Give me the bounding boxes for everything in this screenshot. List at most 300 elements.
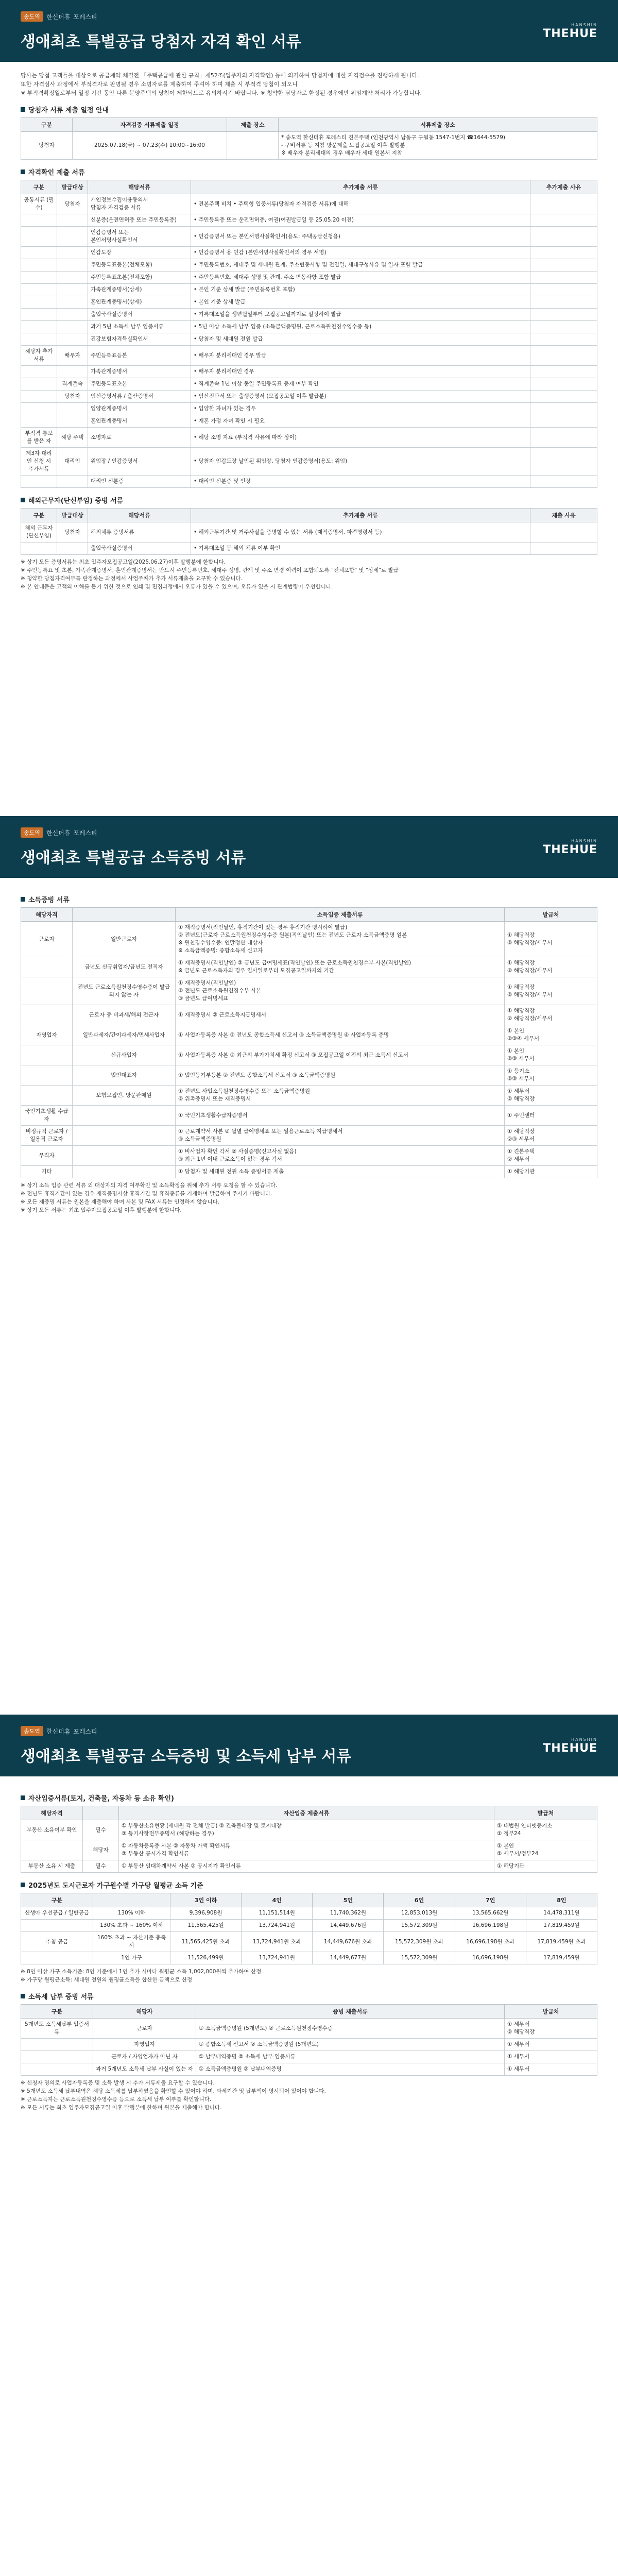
table-cell: ① 전년도 사업소득원천징수영수증 또는 소득금액증명원 ② 위촉증명서 또는 재직증명서 xyxy=(176,1086,505,1106)
table-cell xyxy=(21,1045,73,1065)
table-cell: 기타 xyxy=(21,1166,73,1178)
table-cell xyxy=(57,543,88,555)
table-cell xyxy=(73,1146,176,1166)
table-row xyxy=(21,2039,597,2051)
table-cell: 추첨 공급 xyxy=(21,1932,93,1952)
column-header: 해당자 xyxy=(93,2005,196,2019)
table-cell: • 임신진단서 또는 출생증명서 (모집공고일 이후 발급분) xyxy=(191,391,530,403)
table-row xyxy=(21,1106,597,1126)
table-cell: ① 법인등기부등본 ② 전년도 종합소득세 신고서 ③ 소득금액증명원 xyxy=(176,1065,505,1086)
table-cell xyxy=(21,1005,73,1025)
table-cell: 130% 이하 xyxy=(93,1907,170,1920)
table-cell: 13,724,941원 xyxy=(242,1952,313,1964)
table-cell xyxy=(530,448,597,476)
notes: ※ 상기 소득 입증 관련 서류 외 대상자의 자격 여부확인 및 소득확정을 위해 추가 서류 요청을 할 수 있습니다. ※ 전년도 휴직기간이 있는 경우 재직증명서상 휴직기간 및 휴직종류를 기재하여 발급하여 주시기 바랍니다. ※ 모든 제증명 서류는 원본을 제출해야 하며 사본 및 FAX 서류는 인정하지 않습니다. ※ 상기 모든 서류는 최초 입주자모집공고일 이후 발행분에 한합니다. xyxy=(21,1182,278,1213)
table-cell xyxy=(73,1126,176,1146)
table-cell xyxy=(57,214,88,227)
table-cell: • 인감증명서 또는 본인서명사실확인서(용도: 주택공급신청용) xyxy=(191,227,530,247)
table-cell xyxy=(530,284,597,296)
table-cell: ① 재직증명서(직인날인) ② 금년도 급여명세표(직인날인) 또는 근로소득원천징수부 사본(직인날인) ※ 금년도 근로소득자의 경우 입사일로부터 모집공고일까지의 기간 xyxy=(176,957,505,977)
table-cell: 주민등록표초본 xyxy=(88,378,191,391)
table-cell: ① 본인 ②③ 세무서 xyxy=(505,1045,597,1065)
table-cell: 혼인관계증명서 xyxy=(88,415,191,428)
table-cell: 입양관계증명서 xyxy=(88,403,191,415)
table-row xyxy=(21,1086,597,1106)
table-cell: 16,696,198원 xyxy=(455,1952,526,1964)
table-cell xyxy=(57,227,88,247)
table-cell: 11,565,425원 초과 xyxy=(170,1932,242,1952)
table-row xyxy=(21,1065,597,1086)
table-cell xyxy=(530,309,597,321)
table-cell: 신분증(운전면허증 또는 주민등록증) xyxy=(88,214,191,227)
table-cell xyxy=(57,476,88,488)
column-header: 증빙 제출서류 xyxy=(196,2005,505,2019)
complex-name: 한신더휴 xyxy=(46,1727,71,1735)
table-row xyxy=(21,2051,597,2063)
column-header xyxy=(83,1806,119,1820)
table-cell xyxy=(21,2051,93,2063)
table-row xyxy=(21,309,597,321)
table-cell xyxy=(21,403,57,415)
table-cell xyxy=(57,272,88,284)
table-cell: ① 세무서 ② 해당직장 xyxy=(505,2019,597,2039)
table-cell: 대리인 xyxy=(57,448,88,476)
column-header: 제출 사유 xyxy=(530,509,597,522)
table-row xyxy=(21,2063,597,2076)
column-header: 추가제출 사유 xyxy=(530,180,597,194)
table-cell: ① 견본주택 ② 세무서 xyxy=(505,1146,597,1166)
table-cell xyxy=(21,415,57,428)
column-header: 발급처 xyxy=(505,908,597,922)
table-cell: ① 해당직장 ② 해당직장/세무서 xyxy=(505,922,597,957)
column-header: 추가제출 서류 xyxy=(191,180,530,194)
table-row xyxy=(21,321,597,333)
table-cell: 주민등록표초본(전체포함) xyxy=(88,272,191,284)
table-row xyxy=(21,415,597,428)
table-cell: 11,526,499원 xyxy=(170,1952,242,1964)
table-cell xyxy=(21,957,73,977)
table-cell: 근로자 중 비과세/해외 전근자 xyxy=(73,1005,176,1025)
table-cell: ① 세무서 ② 해당직장 xyxy=(505,1086,597,1106)
bullet-square-icon xyxy=(21,1795,25,1800)
column-header: 8인 xyxy=(526,1893,597,1907)
table-cell xyxy=(530,321,597,333)
table-cell: 근로자 xyxy=(21,922,73,957)
asset-table xyxy=(21,1806,597,1873)
column-header: 3인 이하 xyxy=(170,1893,242,1907)
table-cell: 무직자 xyxy=(21,1146,73,1166)
table-row xyxy=(21,1920,597,1932)
table-cell: 일반과세자/간이과세자/면세사업자 xyxy=(73,1025,176,1045)
table-cell xyxy=(21,259,57,272)
table-row xyxy=(21,272,597,284)
table-cell xyxy=(73,1106,176,1126)
table-cell: • 해당 소명 자료 (부적격 사유에 따라 상이) xyxy=(191,428,530,448)
column-header: 추가제출 서류 xyxy=(191,509,530,522)
table-cell: 주민등록표등본 xyxy=(88,346,191,366)
page-title: 생애최초 특별공급 소득증빙 및 소득세 납부 서류 xyxy=(21,1748,352,1766)
table-row xyxy=(21,194,597,214)
table-cell: ① 사업자등록증 사본 ② 최근의 부가가치세 확정 신고서 ③ 모집공고일 이전의 최근 소득세 신고서 xyxy=(176,1045,505,1065)
intro-text: 당사는 당첨 고객들을 대상으로 공급계약 체결전 「주택공급에 관한 규칙」제52조(입주자의 자격확인) 등에 의거하여 당첨자에 대한 자격검수를 진행하게 됩니다. 또한 자격심사 과정에서 부적격자로 판명될 경우 소명자료를 제출하여 주셔야 하며 제출 시 부적격 당첨이 되오니 ※ 부적격확정일로부터 일정 기간 동안 다른 분양주택의 당첨이 제한되므로 유의하시기 바랍니다. ※ 청약한 담당자로 한정된 경우에만 위임계약 처리가 가능합니다. xyxy=(21,72,422,96)
table-cell: ① 대법원 인터넷등기소 ② 정부24 xyxy=(494,1820,597,1840)
table-cell: ① 재직증명서(직인날인, 휴직기간이 있는 경우 휴직기간 명시하여 발급) ② 전년도(근로자 근로소득원천징수영수증 원본(직인날인) 또는 전년도 근로자 소득금액증명 원본 ※ 원천징수영수증: 연말정산 대상자 ※ 소득금액증명: 종합소득세 신고자 xyxy=(176,922,505,957)
table-cell: 11,740,362원 xyxy=(313,1907,384,1920)
table-row xyxy=(21,1907,597,1920)
table-cell: • 재혼 가정 자녀 확인 시 필요 xyxy=(191,415,530,428)
table-cell xyxy=(21,284,57,296)
table-cell: 당첨자 xyxy=(57,522,88,543)
table-cell xyxy=(530,194,597,214)
table-row xyxy=(21,378,597,391)
table-cell xyxy=(530,247,597,259)
table-cell xyxy=(21,1952,93,1964)
table-cell: • 견본주택 비치 • 주택형 입중서류(당첨자 자격검증 서류)에 대해 xyxy=(191,194,530,214)
table-cell: 소명자료 xyxy=(88,428,191,448)
column-header: 6인 xyxy=(384,1893,455,1907)
table-cell: 해당 주택 xyxy=(57,428,88,448)
page-title: 생애최초 특별공급 당첨자 자격 확인 서류 xyxy=(21,33,301,51)
table-cell: 국민기초생활 수급자 xyxy=(21,1106,73,1126)
table-row xyxy=(21,214,597,227)
table-cell xyxy=(530,476,597,488)
table-row xyxy=(21,957,597,977)
table-cell: 해외체류 증빙서류 xyxy=(88,522,191,543)
location-badge: 송도역 xyxy=(21,827,43,838)
column-header: 4인 xyxy=(242,1893,313,1907)
table-cell: 5개년도 소득세납부 입증서류 xyxy=(21,2019,93,2039)
table-cell: ① 사업자등록증 사본 ② 전년도 종합소득세 신고서 ③ 소득금액증명원 ④ 사업자등록 증명 xyxy=(176,1025,505,1045)
table-cell xyxy=(21,977,73,1005)
table-cell: • 주민등록증 또는 운전면허증, 여권(여권발급일 등 25.05.20 이전) xyxy=(191,214,530,227)
table-cell: 12,853,013원 xyxy=(384,1907,455,1920)
table-cell xyxy=(21,543,57,555)
table-cell: 14,449,676원 초과 xyxy=(313,1932,384,1952)
column-header: 해당서류 xyxy=(88,509,191,522)
table-cell: 주민등록표등본(전체포함) xyxy=(88,259,191,272)
table-cell: 11,565,425원 xyxy=(170,1920,242,1932)
table-cell: 당첨자 xyxy=(57,391,88,403)
table-cell xyxy=(21,227,57,247)
table-cell xyxy=(530,272,597,284)
table-cell: 과거 5개년도 소득세 납부 사실이 있는 자 xyxy=(93,2063,196,2076)
table-cell: ① 세무서 xyxy=(505,2063,597,2076)
table-cell xyxy=(57,259,88,272)
table-cell xyxy=(57,284,88,296)
table-cell xyxy=(57,403,88,415)
table-cell: ① 세무서 xyxy=(505,2051,597,2063)
table-cell: 해당자 추가서류 xyxy=(21,346,57,366)
table-cell xyxy=(57,321,88,333)
sheet-eligibility xyxy=(0,0,618,804)
table-cell xyxy=(530,214,597,227)
table-cell xyxy=(57,366,88,378)
table-cell: 17,819,459원 초과 xyxy=(526,1932,597,1952)
table-cell: • 기록대조일 등 해외 체류 여부 확인 xyxy=(191,543,530,555)
table-cell: 필수 xyxy=(83,1820,119,1840)
overseas-table xyxy=(21,508,597,555)
table-cell xyxy=(57,333,88,346)
table-cell xyxy=(530,346,597,366)
table-cell xyxy=(21,1840,83,1860)
table-cell: ① 비사업자 확인 각서 ② 사실증명(신고사실 없음) ③ 최근 1년 이내 근로소득이 없는 경우 각서 xyxy=(176,1146,505,1166)
income-table xyxy=(21,907,597,1178)
table-cell: • 인감증명서 용 인감 (본인서명사실확인서의 경우 서명) xyxy=(191,247,530,259)
table-cell: 법인대표자 xyxy=(73,1065,176,1086)
column-header: 구분 xyxy=(21,509,57,522)
table-cell: 15,572,309원 xyxy=(384,1952,455,1964)
brand-logo: HANSHIN THEHUE xyxy=(543,839,597,856)
table-row xyxy=(21,284,597,296)
bullet-square-icon xyxy=(21,1883,25,1887)
table-cell xyxy=(530,366,597,378)
table-cell: 보험모집인, 방문판매원 xyxy=(73,1086,176,1106)
table-row xyxy=(21,403,597,415)
table-cell xyxy=(21,1086,73,1106)
page-title: 생애최초 특별공급 소득증빙 서류 xyxy=(21,849,246,867)
table-cell: 가족관계증명서(상세) xyxy=(88,284,191,296)
table-cell: 대리인 신분증 xyxy=(88,476,191,488)
table-cell: ① 해당기관 xyxy=(494,1860,597,1873)
table-cell: 13,565,662원 xyxy=(455,1907,526,1920)
section-title: 자격확인 제출 서류 xyxy=(21,167,597,177)
column-header: 해당자격 xyxy=(21,1806,83,1820)
brand-logo: HANSHIN THEHUE xyxy=(543,23,597,40)
table-cell: 출입국사실증명서 xyxy=(88,543,191,555)
table-cell xyxy=(57,247,88,259)
table-cell: 부적격 통보를 받은 자 xyxy=(21,428,57,448)
table-cell: ① 부동산소유현황 (세대원 각 전체 발급) ② 건축물대장 및 토지대장 ③ 등기사항전부증명서 (해당하는 경우) xyxy=(119,1820,494,1840)
table-row xyxy=(21,1025,597,1045)
table-cell: • 주민등록번호, 세대주 및 세대원 관계, 주소변동사항 및 전입일, 세대구성사유 및 일자 포함 발급 xyxy=(191,259,530,272)
table-cell xyxy=(21,321,57,333)
column-header: 구분 xyxy=(21,1893,93,1907)
table-cell: ① 등기소 ②③ 세무서 xyxy=(505,1065,597,1086)
table-cell: • 기록대조일을 생년월일부터 모집공고일까지로 설정하여 발급 xyxy=(191,309,530,321)
table-row xyxy=(21,227,597,247)
table-row xyxy=(21,259,597,272)
table-cell xyxy=(21,272,57,284)
table-cell: ① 소득금액증명원 ② 납부내역증명 xyxy=(196,2063,505,2076)
location-badge: 송도역 xyxy=(21,1726,43,1736)
column-header: 해당서류 xyxy=(88,180,191,194)
table-cell: 신생아 우선공급 / 일반공급 xyxy=(21,1907,93,1920)
table-cell: 14,478,311원 xyxy=(526,1907,597,1920)
table-row xyxy=(21,1952,597,1964)
bullet-square-icon xyxy=(21,498,25,502)
table-cell: • 주민등록번호, 세대주 성명 및 관계, 주소 변동사항 포함 발급 xyxy=(191,272,530,284)
table-cell: 1인 가구 xyxy=(93,1952,170,1964)
table-cell: 근로자 xyxy=(93,2019,196,2039)
table-cell: 17,819,459원 xyxy=(526,1920,597,1932)
complex-name: 한신더휴 xyxy=(46,829,71,837)
table-cell xyxy=(530,391,597,403)
table-cell: ① 주민센터 xyxy=(505,1106,597,1126)
table-cell: ① 납부내역증명 ② 소득세 납부 입증서류 xyxy=(196,2051,505,2063)
column-header xyxy=(93,1893,170,1907)
table-cell: 15,572,309원 xyxy=(384,1920,455,1932)
table-cell: 당첨자 xyxy=(57,194,88,214)
location-badge: 송도역 xyxy=(21,11,43,22)
table-cell: ① 해당직장 ② 해당직장/세무서 xyxy=(505,977,597,1005)
table-cell: 신규사업자 xyxy=(73,1045,176,1065)
table-cell: 근로자 / 자영업자가 아닌 자 xyxy=(93,2051,196,2063)
column-header: 5인 xyxy=(313,1893,384,1907)
sheet-tax xyxy=(0,1715,618,2576)
section-title: 당첨자 서류 제출 일정 안내 xyxy=(21,105,597,114)
table-cell xyxy=(21,366,57,378)
table-cell: 위임장 / 인감증명서 xyxy=(88,448,191,476)
table-cell: 14,449,676원 xyxy=(313,1920,384,1932)
table-cell: • 본인 기준 상세 발급 (주민등록번호 포함) xyxy=(191,284,530,296)
table-cell: ① 당첨자 및 세대원 전원 소득 증빙서류 제출 xyxy=(176,1166,505,1178)
hero-banner xyxy=(0,0,618,62)
table-row xyxy=(21,922,597,957)
bullet-square-icon xyxy=(21,170,25,174)
table-cell xyxy=(21,296,57,309)
table-row xyxy=(21,1932,597,1952)
table-cell: 17,819,459원 xyxy=(526,1952,597,1964)
table-cell: ① 해당기관 xyxy=(505,1166,597,1178)
table-row xyxy=(21,1860,597,1873)
column-header: 발급대상 xyxy=(57,180,88,194)
table-cell: 부동산 소유여부 확인 xyxy=(21,1820,83,1840)
table-cell: ① 근로계약서 사본 ② 월별 급여명세표 또는 일용근로소득 지급명세서 ③ 소득금액증명원 xyxy=(176,1126,505,1146)
table-cell: ① 소득금액증명원 (5개년도) ② 근로소득원천징수영수증 xyxy=(196,2019,505,2039)
table-row xyxy=(21,366,597,378)
table-cell: 130% 초과 ~ 160% 이하 xyxy=(93,1920,170,1932)
table-cell xyxy=(21,333,57,346)
column-header xyxy=(73,908,176,922)
complex-name: 한신더휴 xyxy=(46,13,71,21)
table-row xyxy=(21,333,597,346)
table-cell xyxy=(530,415,597,428)
bullet-square-icon xyxy=(21,897,25,902)
table-row xyxy=(21,476,597,488)
table-cell: 건강보험자격득실확인서 xyxy=(88,333,191,346)
table-cell xyxy=(530,403,597,415)
table-cell: • 직계존속 1년 이상 동일 주민등록표 등재 여부 확인 xyxy=(191,378,530,391)
table-cell xyxy=(21,247,57,259)
bullet-square-icon xyxy=(21,107,25,112)
table-cell xyxy=(21,391,57,403)
table-cell: ① 본인 ② 세무서/정부24 xyxy=(494,1840,597,1860)
table-cell: 출입국사실증명서 xyxy=(88,309,191,321)
table-cell: 16,696,198원 xyxy=(455,1920,526,1932)
table-cell: 인감증명서 또는 본인서명사실확인서 xyxy=(88,227,191,247)
column-header: 자산입증 제출서류 xyxy=(119,1806,494,1820)
table-cell: • 당첨자 및 세대원 전원 발급 xyxy=(191,333,530,346)
table-cell: 자영업자 xyxy=(93,2039,196,2051)
table-cell: 14,449,677원 xyxy=(313,1952,384,1964)
table-cell: ① 부동산 임대차계약서 사본 ② 공시지가 확인서류 xyxy=(119,1860,494,1873)
table-cell xyxy=(21,2039,93,2051)
table-row xyxy=(21,428,597,448)
table-row xyxy=(21,391,597,403)
table-row xyxy=(21,1005,597,1025)
table-row xyxy=(21,2019,597,2039)
complex-type: 포레스티 xyxy=(73,1727,97,1735)
table-cell: ① 종합소득세 신고서 ② 소득금액증명원 (5개년도) xyxy=(196,2039,505,2051)
table-cell: 16,696,198원 초과 xyxy=(455,1932,526,1952)
table-cell: ① 자동차등록증 사본 ② 자동차 가액 확인서류 ③ 부동산 공시가격 확인서류 xyxy=(119,1840,494,1860)
table-cell xyxy=(21,378,57,391)
table-row xyxy=(21,1126,597,1146)
table-cell xyxy=(530,522,597,543)
notes: ※ 신청자 명의로 사업자등록증 및 소득 발생 시 추가 서류제출 요구할 수 있습니다. ※ 5개년도 소득세 납부내역은 해당 소득세를 납부하였음을 확인할 수 있어야 하며, 과세기간 및 납부액이 명시되어 있어야 합니다. ※ 근로소득자는 근로소득원천징수영수증 등으로 소득세 납부 여부를 확인합니다. ※ 모든 서류는 최초 입주자모집공고일 이후 발행분에 한하며 원본을 제출해야 합니다. xyxy=(21,2080,326,2111)
table-row xyxy=(21,1840,597,1860)
table-cell xyxy=(530,428,597,448)
table-cell xyxy=(57,415,88,428)
column-header: 소득입증 제출서류 xyxy=(176,908,505,922)
table-cell: ① 재직증명서 ② 근로소득지급명세서 xyxy=(176,1005,505,1025)
table-cell xyxy=(530,259,597,272)
notes: ※ 상기 모든 증명서류는 최초 입주자모집공고일(2025.06.27)이후 발행분에 한합니다. ※ 주민등록표 및 초본, 가족관계증명서, 혼인관계증명서는 반드시 주민등록번호, 세대주 성명, 관계 및 주소 변경 이력이 포함되도록 "전체포함" 및 "상세"로 발급 ※ 청약한 당첨자격여부를 판정하는 과정에서 사업주체가 추가 서류제출을 요구할 수 있습니다. ※ 본 안내문은 고객의 이해를 돕기 위한 것으로 인쇄 및 편집과정에서 오류가 있을 수 있으며, 오류가 있을 시 관계법령이 우선합니다. xyxy=(21,559,399,590)
sheet-income xyxy=(0,816,618,1702)
table-cell xyxy=(530,378,597,391)
section-title: 2025년도 도시근로자 가구원수별 가구당 월평균 소득 기준 xyxy=(21,1880,597,1890)
table-row xyxy=(21,296,597,309)
complex-type: 포레스티 xyxy=(73,829,97,837)
table-cell: • 당첨자 인감도장 날인된 위임장, 당첨자 인감증명서(용도: 위임) xyxy=(191,448,530,476)
table-cell: 해외 근무자 (단신부임) xyxy=(21,522,57,543)
section-title: 해외근무자(단신부임) 증빙 서류 xyxy=(21,495,597,505)
table-row xyxy=(21,1166,597,1178)
table-cell xyxy=(57,309,88,321)
table-cell: ① 세무서 xyxy=(505,2039,597,2051)
hero-banner xyxy=(0,816,618,878)
table-cell: ① 해당직장 ② 해당직장/세무서 xyxy=(505,957,597,977)
table-cell: 비정규직 근로자 / 일용직 근로자 xyxy=(21,1126,73,1146)
hero-banner xyxy=(0,1715,618,1776)
table-cell xyxy=(530,227,597,247)
table-cell: • 해외근무기간 및 거주사실을 증명할 수 있는 서류 (재직증명서, 파견명령서 등) xyxy=(191,522,530,543)
table-cell xyxy=(21,309,57,321)
table-cell: 일반근로자 xyxy=(73,922,176,957)
section-title: 소득세 납부 증빙 서류 xyxy=(21,1991,597,2001)
table-cell xyxy=(57,296,88,309)
table-cell: • 배우자 분리세대인 경우 발급 xyxy=(191,346,530,366)
table-cell xyxy=(21,476,57,488)
column-header: 발급처 xyxy=(505,2005,597,2019)
table-cell: 개인정보수집이용동의서 당첨자 자격검증 서류 xyxy=(88,194,191,214)
column-header: 7인 xyxy=(455,1893,526,1907)
table-row xyxy=(21,247,597,259)
table-cell: 임신증명서류 / 출산증명서 xyxy=(88,391,191,403)
table-cell: 직계존속 xyxy=(57,378,88,391)
table-cell: • 배우자 분리세대인 경우 xyxy=(191,366,530,378)
table-cell xyxy=(530,333,597,346)
table-cell: 9,396,908원 xyxy=(170,1907,242,1920)
table-cell: • 대리인 신분증 및 인장 xyxy=(191,476,530,488)
table-cell: 해당자 xyxy=(83,1840,119,1860)
table-cell: ① 국민기초생활수급자증명서 xyxy=(176,1106,505,1126)
schedule-table: 구분 자격검증 서류제출 일정 제출 장소 서류제출 장소 당첨자 2025.07.18(금) ~ 07.23(수) 10:00~16:00 * 송도역 한신더휴 포레스티 견본주택 (인천광역시 남동구 구월동 1547-1번지 ☎1644-5579) - 구비서류 등 지참 방문제출 모집공고일 이후 발행분 ※ 배우자 분리세대의 경우 배우자 세대 원본서 지참 xyxy=(21,117,597,160)
table-cell: ① 본인 ②③④ 세무서 xyxy=(505,1025,597,1045)
table-cell xyxy=(530,543,597,555)
table-cell: 11,151,514원 xyxy=(242,1907,313,1920)
table-cell: 부동산 소유 시 제출 xyxy=(21,1860,83,1873)
table-cell: ① 해당직장 ② 해당직장/세무서 xyxy=(505,1005,597,1025)
table-row xyxy=(21,346,597,366)
table-row xyxy=(21,1820,597,1840)
table-row xyxy=(21,522,597,543)
brand-logo: HANSHIN THEHUE xyxy=(543,1737,597,1755)
table-cell: • 입양한 자녀가 있는 경우 xyxy=(191,403,530,415)
table-row xyxy=(21,543,597,555)
table-cell xyxy=(21,214,57,227)
table-row xyxy=(21,1146,597,1166)
